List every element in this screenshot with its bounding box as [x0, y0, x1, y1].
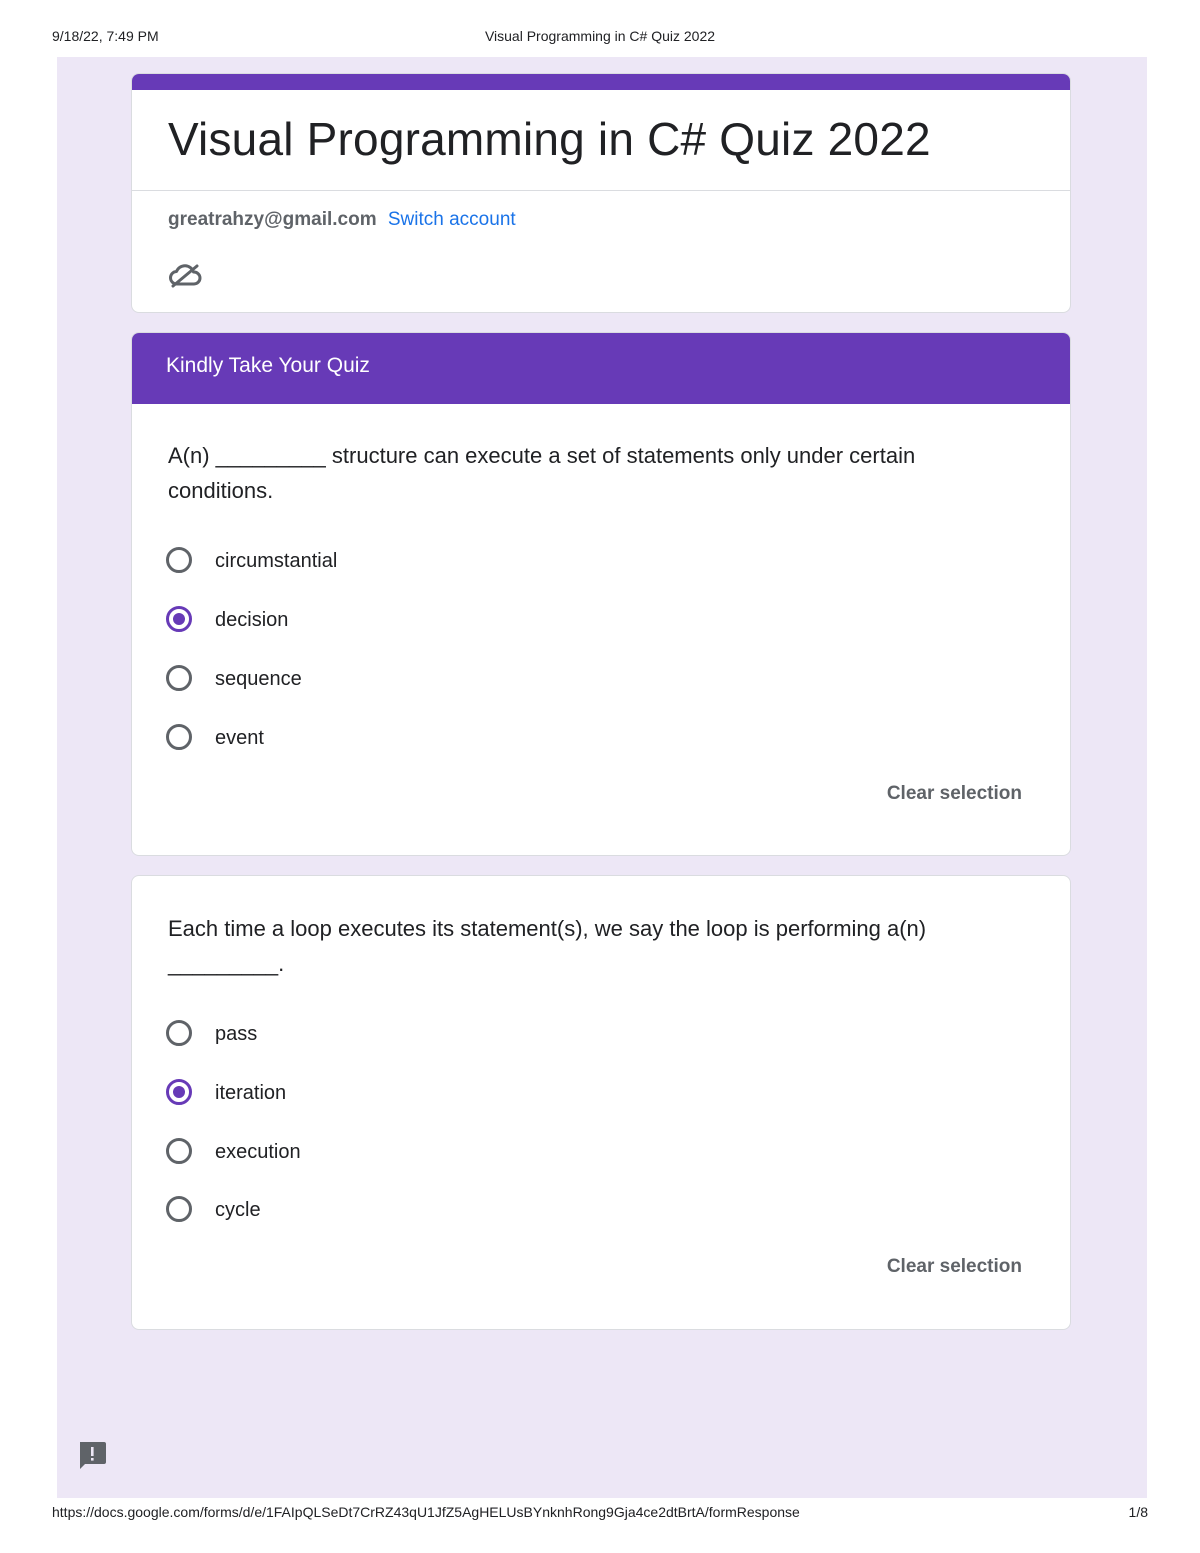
- switch-account-link[interactable]: Switch account: [387, 209, 516, 230]
- option-label: event: [215, 727, 264, 749]
- account-line: [168, 209, 516, 231]
- page-number: 1/8: [1128, 1504, 1148, 1520]
- print-footer: [52, 1504, 1148, 1526]
- section-header: [132, 333, 1070, 404]
- radio-button[interactable]: [166, 1020, 192, 1046]
- form-header-card: [131, 73, 1071, 313]
- account-email: greatrahzy@gmail.com: [168, 209, 377, 230]
- radio-button[interactable]: [166, 547, 192, 573]
- question-text: Each time a loop executes its statement(s), we say the loop is performing a(n) _________.: [168, 916, 927, 976]
- question-card-2: [131, 875, 1071, 1330]
- option-label: circumstantial: [215, 550, 338, 572]
- option-label: decision: [215, 609, 289, 631]
- radio-button-checked[interactable]: [166, 606, 192, 632]
- question-card-1: [131, 332, 1071, 856]
- header-accent-bar: [132, 74, 1070, 90]
- option-label: execution: [215, 1141, 301, 1163]
- header-divider: [132, 190, 1070, 191]
- form-canvas: [57, 57, 1147, 1498]
- print-url: https://docs.google.com/forms/d/e/1FAIpQLSeDt7CrRZ43qU1JfZ5AgHELUsBYnknhRong9Gja4ce2dtBrtA/formResponse: [52, 1504, 800, 1520]
- print-datetime: 9/18/22, 7:49 PM: [52, 28, 159, 44]
- radio-button[interactable]: [166, 665, 192, 691]
- option-label: iteration: [215, 1082, 287, 1104]
- radio-button[interactable]: [166, 1196, 192, 1222]
- question-text: A(n) _________ structure can execute a set of statements only under certain conditions.: [168, 443, 916, 503]
- print-doc-title: Visual Programming in C# Quiz 2022: [484, 28, 716, 44]
- option-label: pass: [215, 1023, 258, 1045]
- section-title: Kindly Take Your Quiz: [166, 354, 370, 377]
- form-title: Visual Programming in C# Quiz 2022: [168, 113, 931, 165]
- radio-button-checked[interactable]: [166, 1079, 192, 1105]
- clear-selection-button[interactable]: Clear selection: [886, 1256, 1022, 1277]
- clear-selection-button[interactable]: Clear selection: [886, 783, 1022, 804]
- feedback-icon[interactable]: [76, 1440, 108, 1472]
- radio-button[interactable]: [166, 724, 192, 750]
- radio-button[interactable]: [166, 1138, 192, 1164]
- option-label: sequence: [215, 668, 302, 690]
- print-header: [52, 28, 1148, 50]
- cloud-check-icon: [168, 262, 202, 288]
- option-label: cycle: [215, 1199, 261, 1221]
